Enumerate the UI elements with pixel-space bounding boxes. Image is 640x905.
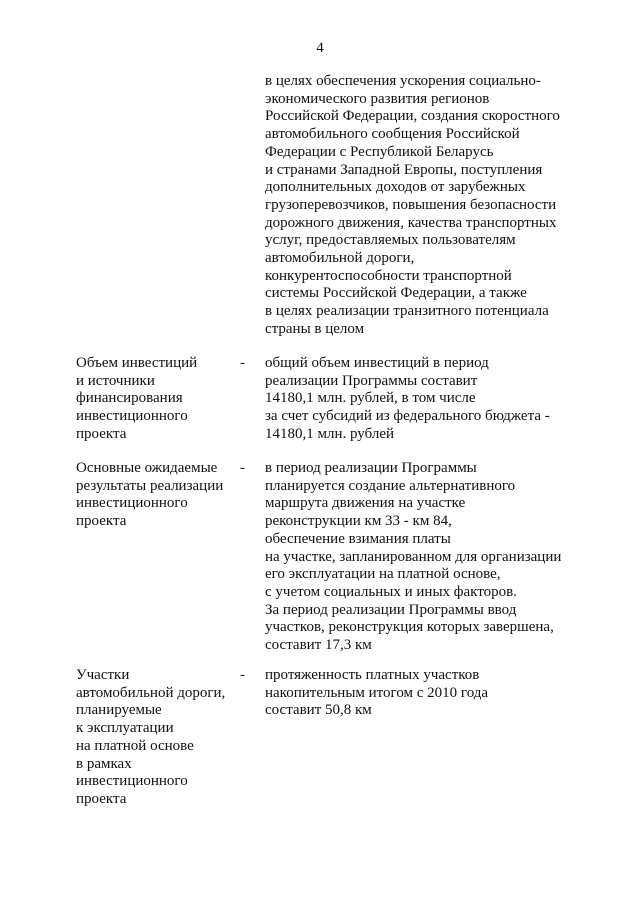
section-toll-label xyxy=(76,667,226,809)
value-line: реконструкции км 33 - км 84, xyxy=(265,513,452,530)
label-line: и источники xyxy=(76,372,155,389)
label-line: Объем инвестиций xyxy=(76,355,198,371)
value-line: в период реализации Программы xyxy=(265,460,477,476)
value-line: за счет субсидий из федерального бюджета - xyxy=(265,408,550,425)
label-line: проекта xyxy=(76,425,127,442)
text-line: услуг, предоставляемых пользователям xyxy=(265,232,516,249)
text-line: экономического развития регионов xyxy=(265,90,490,107)
label-line: проекта xyxy=(76,790,127,807)
section-results-value xyxy=(265,460,585,655)
text-line: Федерации с Республикой Беларусь xyxy=(265,143,494,160)
text-line: Российской Федерации, создания скоростного xyxy=(265,108,560,125)
value-line: 14180,1 млн. рублей, в том числе xyxy=(265,390,476,407)
label-line: к эксплуатации xyxy=(76,720,174,737)
label-line: Участки xyxy=(76,667,130,683)
value-line: его эксплуатации на платной основе, xyxy=(265,566,501,583)
text-line: дополнительных доходов от зарубежных xyxy=(265,179,526,196)
section-toll-value xyxy=(265,667,585,720)
section-results-label xyxy=(76,460,226,531)
section-toll-dash: - xyxy=(240,667,245,683)
label-line: планируемые xyxy=(76,702,162,719)
text-line: автомобильного сообщения Российской xyxy=(265,126,520,143)
label-line: автомобильной дороги, xyxy=(76,684,226,701)
text-line: системы Российской Федерации, а также xyxy=(265,285,527,302)
label-line: финансирования xyxy=(76,390,183,407)
label-line: инвестиционного xyxy=(76,408,188,425)
label-line: проекта xyxy=(76,513,127,530)
intro-text xyxy=(265,73,585,339)
value-line: 14180,1 млн. рублей xyxy=(265,425,395,442)
value-line: маршрута движения на участке xyxy=(265,495,466,512)
text-line: и странами Западной Европы, поступления xyxy=(265,161,543,178)
value-line: накопительным итогом с 2010 года xyxy=(265,684,489,701)
value-line: составит 17,3 км xyxy=(265,637,372,654)
value-line: планируется создание альтернативного xyxy=(265,477,516,494)
text-line: в целях обеспечения ускорения социально- xyxy=(265,73,541,89)
value-line: с учетом социальных и иных факторов. xyxy=(265,583,517,600)
value-line: на участке, запланированном для организации xyxy=(265,548,562,565)
value-line: обеспечение взимания платы xyxy=(265,530,451,547)
value-line: общий объем инвестиций в период xyxy=(265,355,489,371)
section-investment-value xyxy=(265,355,585,444)
label-line: в рамках xyxy=(76,755,132,772)
text-line: грузоперевозчиков, повышения безопасности xyxy=(265,196,557,213)
value-line: составит 50,8 км xyxy=(265,702,372,719)
page-number: 4 xyxy=(316,40,324,56)
section-investment-dash: - xyxy=(240,355,245,371)
value-line: участков, реконструкция которых завершена, xyxy=(265,619,554,636)
value-line: реализации Программы составит xyxy=(265,372,478,389)
label-line: на платной основе xyxy=(76,737,194,754)
label-line: инвестиционного xyxy=(76,773,188,790)
text-line: дорожного движения, качества транспортных xyxy=(265,214,557,231)
label-line: результаты реализации xyxy=(76,477,224,494)
value-line: За период реализации Программы ввод xyxy=(265,601,517,618)
label-line: Основные ожидаемые xyxy=(76,460,218,476)
section-results-dash: - xyxy=(240,460,245,476)
text-line: страны в целом xyxy=(265,320,365,337)
value-line: протяженность платных участков xyxy=(265,667,480,683)
section-investment-label xyxy=(76,355,226,444)
label-line: инвестиционного xyxy=(76,495,188,512)
text-line: конкурентоспособности транспортной xyxy=(265,267,512,284)
text-line: автомобильной дороги, xyxy=(265,250,415,267)
text-line: в целях реализации транзитного потенциала xyxy=(265,303,549,320)
